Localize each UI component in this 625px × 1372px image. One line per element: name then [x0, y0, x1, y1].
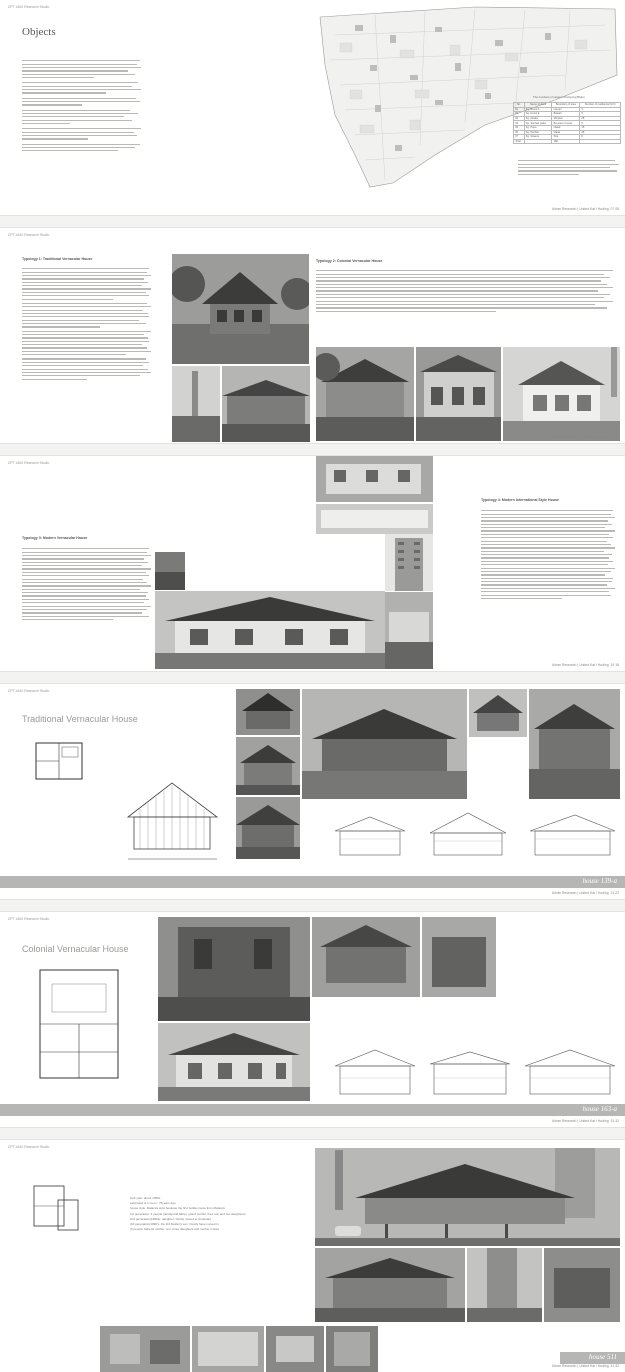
photo-interior-1 [100, 1326, 190, 1372]
table-row: 06 Kg. Peribat Marai 25 [514, 130, 621, 135]
table-row: 02 Kg. Hosni E Bawah 5 [514, 112, 621, 117]
table-row: 04 Kg. Sanhati pada Bo area of sreet 5 [514, 121, 621, 126]
spread-colonial-house [0, 912, 625, 1127]
house-band-label: house 139-a [582, 877, 617, 885]
photo-traditional-a [236, 689, 300, 735]
header-text: DPT 4460 Research Studio [8, 1145, 50, 1149]
house-band [0, 1104, 625, 1116]
elevation-drawings-row [330, 1044, 620, 1102]
house-band-label: house 163-a [582, 1105, 617, 1113]
table-row: 05 Kg. Pope Natek 15 [514, 125, 621, 130]
table-row: Total 180 [514, 139, 621, 144]
photo-house-511-c [467, 1248, 542, 1322]
house-band [560, 1352, 625, 1364]
photo-house-side [222, 366, 310, 442]
elevation-drawings-row [330, 809, 620, 869]
note-line: built year: about 1950s [130, 1196, 161, 1200]
photo-traditional-b [236, 737, 300, 795]
photo-traditional-house [172, 254, 309, 364]
typology-3-text [22, 546, 152, 622]
typology-1-heading: Typology 1: Traditional Vernacular House [22, 257, 93, 261]
table-head-cell: Boundary of area [552, 103, 580, 108]
house-band-label: house 511 [588, 1353, 617, 1361]
photo-highrise [385, 534, 433, 591]
typology-4-text [481, 508, 616, 601]
area-table [513, 102, 621, 144]
photo-colonial-b [312, 917, 420, 997]
photo-traditional-c [236, 797, 300, 859]
typology-4-heading: Typology 4: Modern International Style House [481, 498, 560, 502]
header-text: DPT 4460 Research Studio [8, 5, 50, 9]
floor-plan-drawing [32, 964, 127, 1084]
footer-page: Urban Research | United Kat / Hoding 41 42 [551, 1364, 619, 1368]
table-head-cell: No. [514, 103, 525, 108]
floor-plan-drawing [28, 1180, 83, 1242]
photo-colonial-large [158, 917, 310, 1021]
header-text: DPT 4460 Research Studio [8, 917, 50, 921]
header-text: DPT 4460 Research Studio [8, 461, 50, 465]
note-line: 1st generation: 3 people (land/grand father, grand mother, their son and two daughters) [130, 1211, 246, 1216]
spread-house-511 [0, 1140, 625, 1372]
table-row: 03 Kg. Atraksi Morpien 28 [514, 116, 621, 121]
photo-interior-3 [266, 1326, 324, 1372]
photo-modern-vernacular-1 [155, 552, 185, 590]
photo-colonial-d [158, 1023, 310, 1101]
footer-page: Urban Research | United Kat / Hoding 31 32 [551, 1119, 619, 1123]
photo-colonial-1 [316, 347, 414, 441]
table-head-cell: Number of residential (1/3) [580, 103, 621, 108]
table-note [518, 158, 620, 177]
photo-traditional-e [529, 689, 620, 799]
footer-page: Urban Research | United Kat / Hoding 21 22 [551, 891, 619, 895]
table-caption: The numbers of cases in Kampung Bharu [533, 95, 585, 99]
spread-objects [0, 0, 625, 215]
photo-modern-international [316, 504, 433, 534]
section-title: Colonial Vernacular House [22, 944, 129, 954]
header-text: DPT 4460 Research Studio [8, 233, 50, 237]
house-band [0, 876, 625, 888]
photo-tower-street [172, 366, 220, 442]
table-row: 07 Kg. Swaere Sira 8 [514, 135, 621, 140]
spread-typology-3-4 [0, 456, 625, 671]
elevation-drawing [120, 779, 225, 861]
typology-1-text [22, 266, 152, 382]
footer-page: Urban Research | United Kat / Hoding 19 18 [551, 663, 619, 667]
photo-colonial-3 [503, 347, 620, 441]
section-title: Traditional Vernacular House [22, 714, 138, 724]
table-head-cell: Name of Area [524, 103, 552, 108]
photo-interior-4 [326, 1326, 378, 1372]
spread-traditional-house [0, 684, 625, 899]
footer-page: Urban Research | United Kat / Hoding 07 08 [551, 207, 619, 211]
header-text: DPT 4460 Research Studio [8, 689, 50, 693]
history-notes [130, 1196, 310, 1232]
photo-modern-vernacular-2 [155, 591, 385, 669]
photo-house-511-d [544, 1248, 620, 1322]
body-text [22, 58, 142, 154]
photo-traditional-large [302, 689, 467, 799]
floor-plan-drawing [32, 739, 87, 784]
table-row: 01 Kg. Hosni A Laman 4 [514, 107, 621, 112]
spread-typology-1-2 [0, 228, 625, 443]
typology-2-text [316, 268, 616, 314]
photo-colonial-2 [416, 347, 501, 441]
section-title: Objects [22, 26, 56, 38]
typology-3-heading: Typology 3: Modern Vernacular House [22, 536, 88, 540]
note-line: estimated of 1 room : 75years ago [130, 1201, 176, 1206]
photo-modern-house-3 [385, 592, 433, 669]
photo-colonial-c [422, 917, 496, 997]
photo-house-511-large [315, 1148, 620, 1246]
photo-interior-2 [192, 1326, 264, 1372]
footer-page: Urban Research | United Kat / Hoding 15 16 [551, 435, 619, 439]
photo-house-511-b [315, 1248, 465, 1322]
note-line: 3rd generation(1990's: the 3rd builder's son ) family have moved in [130, 1222, 219, 1227]
note-line: (5 people: father/s mother, son, three daughters and mother in law) [130, 1227, 219, 1232]
photo-modern-top [316, 456, 433, 502]
typology-2-heading: Typology 2: Colonial Vernacular House [316, 259, 383, 263]
note-line: 2nd generation(1980s): daughter / family moved to (Kuantan) [130, 1216, 212, 1221]
note-line: house style: Malacca style because the first builder came from Malacca [130, 1206, 225, 1211]
photo-traditional-d [469, 689, 527, 737]
